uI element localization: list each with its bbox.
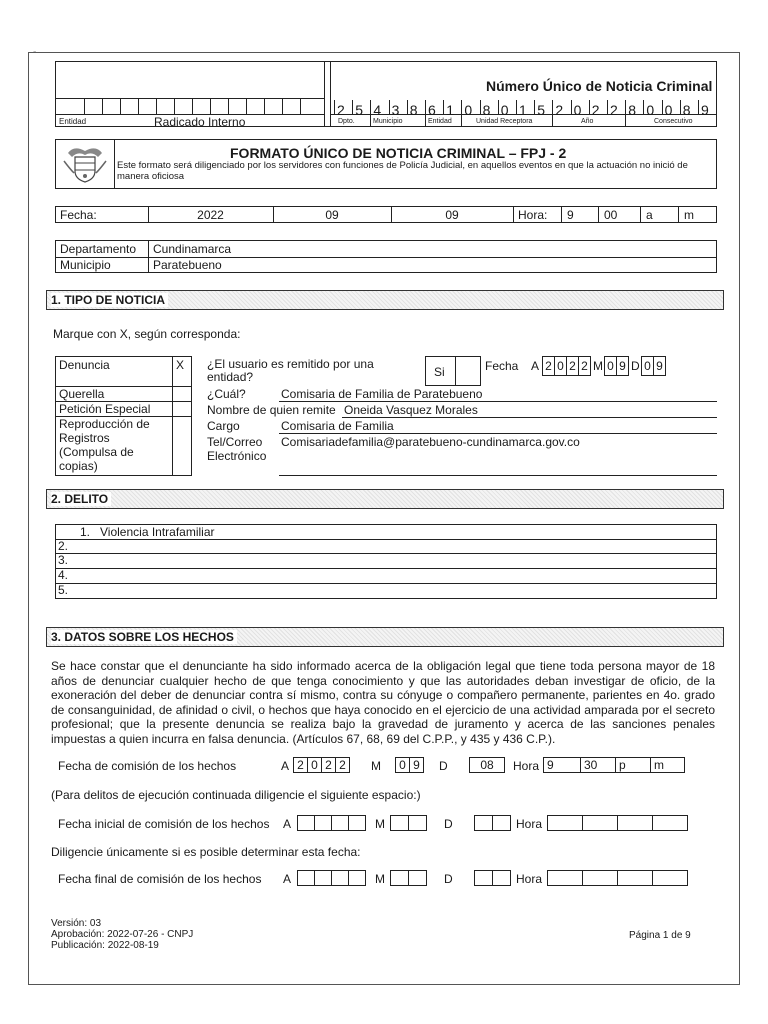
- com-hora-label: Hora: [513, 759, 540, 773]
- form-page: [28, 52, 740, 985]
- rem-m-label: M: [593, 359, 603, 373]
- nunc-digit-tick: [607, 100, 608, 114]
- rem-d-label: D: [631, 359, 640, 373]
- sublabel-consecutivo: Consecutivo: [654, 118, 693, 125]
- ini-year-box: [297, 815, 315, 831]
- ini-a-label: A: [283, 817, 292, 831]
- nunc-digit: 1: [519, 102, 527, 118]
- ini-hora-box: [617, 815, 653, 831]
- nunc-digit: 0: [464, 102, 473, 118]
- nunc-digit-tick: [589, 100, 590, 114]
- rem-day-digit: 0: [641, 356, 654, 376]
- nunc-digit: 0: [664, 102, 673, 118]
- footer-version: Versión: 03: [51, 918, 102, 929]
- radicado-label: Radicado Interno: [154, 115, 246, 129]
- nunc-digit-tick: [480, 100, 481, 114]
- section-3-title: 3. DATOS SOBRE LOS HECHOS: [51, 630, 237, 644]
- header-box: [55, 61, 717, 127]
- com-year-digit: 2: [321, 757, 336, 773]
- sublabel-unidad: Unidad Receptora: [476, 118, 533, 125]
- hora-ampm-m: m: [684, 208, 694, 222]
- delito-table: [55, 524, 717, 599]
- cargo-label: Cargo: [207, 419, 240, 433]
- entidad-label: Entidad: [59, 117, 87, 126]
- remite-label: Nombre de quien remite: [207, 403, 336, 417]
- hora-minute: 00: [604, 208, 618, 222]
- com-p: p: [615, 757, 651, 773]
- fin-hora-box: [652, 870, 688, 886]
- nunc-digit: 2: [337, 102, 345, 118]
- fin-d-label: D: [444, 872, 453, 886]
- nunc-digit: 8: [482, 102, 491, 118]
- rem-month-digit: 9: [616, 356, 629, 376]
- diligencie-note: Diligencie únicamente si es posible determinar esta fecha:: [51, 845, 361, 859]
- sublabel-entidad: Entidad: [428, 118, 452, 125]
- coat-of-arms-icon: [60, 143, 110, 185]
- tipo-denuncia: Denuncia: [59, 358, 110, 372]
- nunc-group-divider: [425, 114, 426, 126]
- rem-year-digit: 2: [578, 356, 591, 376]
- nunc-digit-tick: [352, 100, 353, 114]
- ini-year-box: [314, 815, 332, 831]
- nunc-digit-tick: [698, 100, 699, 114]
- remite-value: Oneida Vasquez Morales: [344, 403, 478, 417]
- footer-version-block: [51, 918, 193, 951]
- com-hour: 9: [543, 757, 581, 773]
- com-month-digit: 9: [409, 757, 424, 773]
- nunc-digit-tick: [334, 100, 335, 114]
- fin-day-box: [474, 870, 493, 886]
- nunc-digit-tick: [461, 100, 462, 114]
- com-min: 30: [580, 757, 616, 773]
- tipo-peticion: Petición Especial: [59, 402, 151, 416]
- inicial-label: Fecha inicial de comisión de los hechos: [58, 817, 270, 831]
- delito-item-2: 2.: [58, 539, 69, 553]
- fecha-day: 09: [445, 208, 459, 222]
- nunc-digit-tick: [389, 100, 390, 114]
- fin-m-label: M: [375, 872, 385, 886]
- nunc-digit: 8: [628, 102, 636, 118]
- com-day: 08: [469, 757, 505, 773]
- com-a-label: A: [281, 759, 290, 773]
- nunc-digit: 2: [555, 102, 564, 118]
- fin-hora-box: [547, 870, 583, 886]
- nunc-digit-tick: [552, 100, 553, 114]
- nunc-digit-tick: [516, 100, 517, 114]
- sublabel-anio: Año: [581, 118, 594, 125]
- final-label: Fecha final de comisión de los hechos: [58, 872, 262, 886]
- footer-aprobacion: Aprobación: 2022-07-26 - CNPJ: [51, 929, 194, 940]
- ini-hora-box: [547, 815, 583, 831]
- nunc-digit: 3: [391, 102, 400, 118]
- ini-d-label: D: [444, 817, 453, 831]
- nunc-digit: 8: [409, 102, 418, 118]
- ini-m-label: M: [375, 817, 385, 831]
- delito-item-4: 4.: [58, 568, 69, 582]
- nunc-digit-tick: [425, 100, 426, 114]
- nunc-digit: 0: [646, 102, 655, 118]
- nunc-digit: 5: [355, 102, 363, 118]
- com-year-digit: 2: [335, 757, 350, 773]
- ini-month-box: [390, 815, 409, 831]
- hora-hour: 9: [567, 208, 574, 222]
- nunc-digit: 0: [500, 102, 509, 118]
- nunc-digit: 8: [682, 102, 691, 118]
- fin-month-box: [390, 870, 409, 886]
- footer-page: Página 1 de 9: [629, 930, 691, 941]
- remitido-si-box: [425, 356, 481, 386]
- nunc-digit-tick: [571, 100, 572, 114]
- cual-value: Comisaria de Familia de Paratebueno: [281, 387, 483, 401]
- ini-day-box: [474, 815, 493, 831]
- tipo-querella: Querella: [59, 387, 105, 401]
- rem-year-digit: 0: [554, 356, 567, 376]
- sublabel-municipio: Municipio: [373, 118, 403, 125]
- remitido-question: ¿El usuario es remitido por una entidad?: [207, 357, 374, 384]
- delito-item-5: 5.: [58, 583, 69, 597]
- fin-hora-box: [617, 870, 653, 886]
- ini-hora-label: Hora: [516, 817, 543, 831]
- nunc-digit: 0: [573, 102, 582, 118]
- fin-year-box: [331, 870, 349, 886]
- cual-label: ¿Cuál?: [207, 387, 246, 401]
- nunc-digit: 2: [591, 102, 600, 118]
- tipo-reproduccion: Reproducción de Registros (Compulsa de copias): [59, 417, 150, 473]
- nunc-digit-tick: [662, 100, 663, 114]
- com-m: m: [650, 757, 685, 773]
- nunc-group-divider: [552, 114, 553, 126]
- municipio-value: Paratebueno: [153, 258, 222, 272]
- cargo-value: Comisaria de Familia: [281, 419, 394, 433]
- section-1-header: [46, 290, 724, 310]
- fin-hora-box: [582, 870, 618, 886]
- rem-day-digit: 9: [653, 356, 666, 376]
- nunc-digit: 6: [428, 102, 436, 118]
- remitido-fecha-label: Fecha: [485, 359, 519, 373]
- fecha-year: 2022: [197, 208, 224, 222]
- nunc-digit-tick: [407, 100, 408, 114]
- legal-paragraph: Se hace constar que el denunciante ha sido informado acerca de la obligación legal que tiene toda persona mayor de 18 años de denunciar cualquier hecho de que tenga conocimiento y que las autoridades deban investigar de oficio, de la exoneración del deber de denunciar contra sí mismo, contra su cónyuge o compañero permanente, parientes en 4o. grado de consanguinidad, de afinidad o civil, o hechos que haya conocido en el ejercicio de una actividad amparada por el secreto profesional; que la presente denuncia se realiza bajo la gravedad de juramento y acerca de las sanciones penales impuestas a quien incurra en falsa denuncia. (Artículos 67, 68, 69 del C.P.P., y 435 y 436 C.P.).: [51, 659, 715, 746]
- nunc-digit: 4: [373, 102, 382, 118]
- form-title-box: [55, 139, 717, 189]
- continuada-note: (Para delitos de ejecución continuada diligencie el siguiente espacio:): [51, 788, 421, 802]
- form-title: FORMATO ÚNICO DE NOTICIA CRIMINAL – FPJ - 2: [230, 145, 567, 161]
- com-m-label: M: [371, 759, 381, 773]
- nunc-group-divider: [370, 114, 371, 126]
- tipo-noticia-table: [55, 356, 192, 476]
- nunc-digit-tick: [680, 100, 681, 114]
- nunc-digit-tick: [625, 100, 626, 114]
- com-year-digit: 0: [307, 757, 322, 773]
- section-3-header: [46, 627, 724, 647]
- form-description: Este formato será diligenciado por los servidores con funciones de Policía Judicial, en aquellos eventos en que la actuación no inició de manera oficiosa: [117, 160, 688, 182]
- fin-hora-label: Hora: [516, 872, 543, 886]
- fin-a-label: A: [283, 872, 292, 886]
- fin-year-box: [297, 870, 315, 886]
- ini-day-box: [492, 815, 511, 831]
- nunc-digit: 5: [537, 102, 545, 118]
- nunc-title: Número Único de Noticia Criminal: [486, 78, 713, 94]
- com-year-digit: 2: [293, 757, 308, 773]
- delito-item-3: 3.: [58, 553, 69, 567]
- nunc-digit-tick: [643, 100, 644, 114]
- rem-year-digit: 2: [542, 356, 555, 376]
- tipo-denuncia-mark: X: [176, 358, 185, 372]
- com-d-label: D: [439, 759, 448, 773]
- nunc-digits: [330, 62, 716, 126]
- footer-publicacion: Publicación: 2022-08-19: [51, 940, 159, 951]
- hora-ampm-a: a: [646, 208, 653, 222]
- nunc-digit-tick: [498, 100, 499, 114]
- com-month-digit: 0: [395, 757, 410, 773]
- section-2-header: [46, 489, 724, 509]
- nunc-digit-tick: [443, 100, 444, 114]
- nunc-group-divider: [461, 114, 462, 126]
- hora-label: Hora:: [518, 208, 548, 222]
- section-1-title: 1. TIPO DE NOTICIA: [51, 293, 168, 307]
- nunc-digit-tick: [370, 100, 371, 114]
- rem-year-digit: 2: [566, 356, 579, 376]
- ini-hora-box: [582, 815, 618, 831]
- remitido-si: Si: [434, 365, 445, 379]
- fecha-row: [55, 206, 717, 223]
- nunc-digit: 2: [610, 102, 618, 118]
- sublabel-dpto: Dpto.: [338, 118, 355, 125]
- nunc-digit: 9: [701, 102, 709, 118]
- comision-label: Fecha de comisión de los hechos: [58, 759, 237, 773]
- fecha-month: 09: [325, 208, 339, 222]
- ubicacion-box: [55, 240, 717, 273]
- ini-year-box: [348, 815, 366, 831]
- rem-month-digit: 0: [604, 356, 617, 376]
- ini-month-box: [408, 815, 427, 831]
- marque-instruction: Marque con X, según corresponda:: [53, 327, 241, 341]
- fin-year-box: [348, 870, 366, 886]
- remitido-a-label: A: [531, 359, 540, 373]
- municipio-label: Municipio: [60, 258, 111, 272]
- ini-year-box: [331, 815, 349, 831]
- fin-year-box: [314, 870, 332, 886]
- tel-label: Tel/Correo Electrónico: [207, 435, 267, 463]
- fecha-label: Fecha:: [60, 208, 97, 222]
- tel-value: Comisariadefamilia@paratebueno-cundinamarca.gov.co: [281, 435, 580, 449]
- nunc-digit-tick: [534, 100, 535, 114]
- departamento-label: Departamento: [60, 242, 137, 256]
- nunc-digit: 1: [446, 102, 454, 118]
- departamento-value: Cundinamarca: [153, 242, 232, 256]
- fin-day-box: [492, 870, 511, 886]
- ini-hora-box: [652, 815, 688, 831]
- nunc-group-divider: [625, 114, 626, 126]
- section-2-title: 2. DELITO: [51, 492, 111, 506]
- delito-item-1: 1. Violencia Intrafamiliar: [80, 525, 215, 539]
- stray-mark: -: [33, 47, 37, 58]
- fin-month-box: [408, 870, 427, 886]
